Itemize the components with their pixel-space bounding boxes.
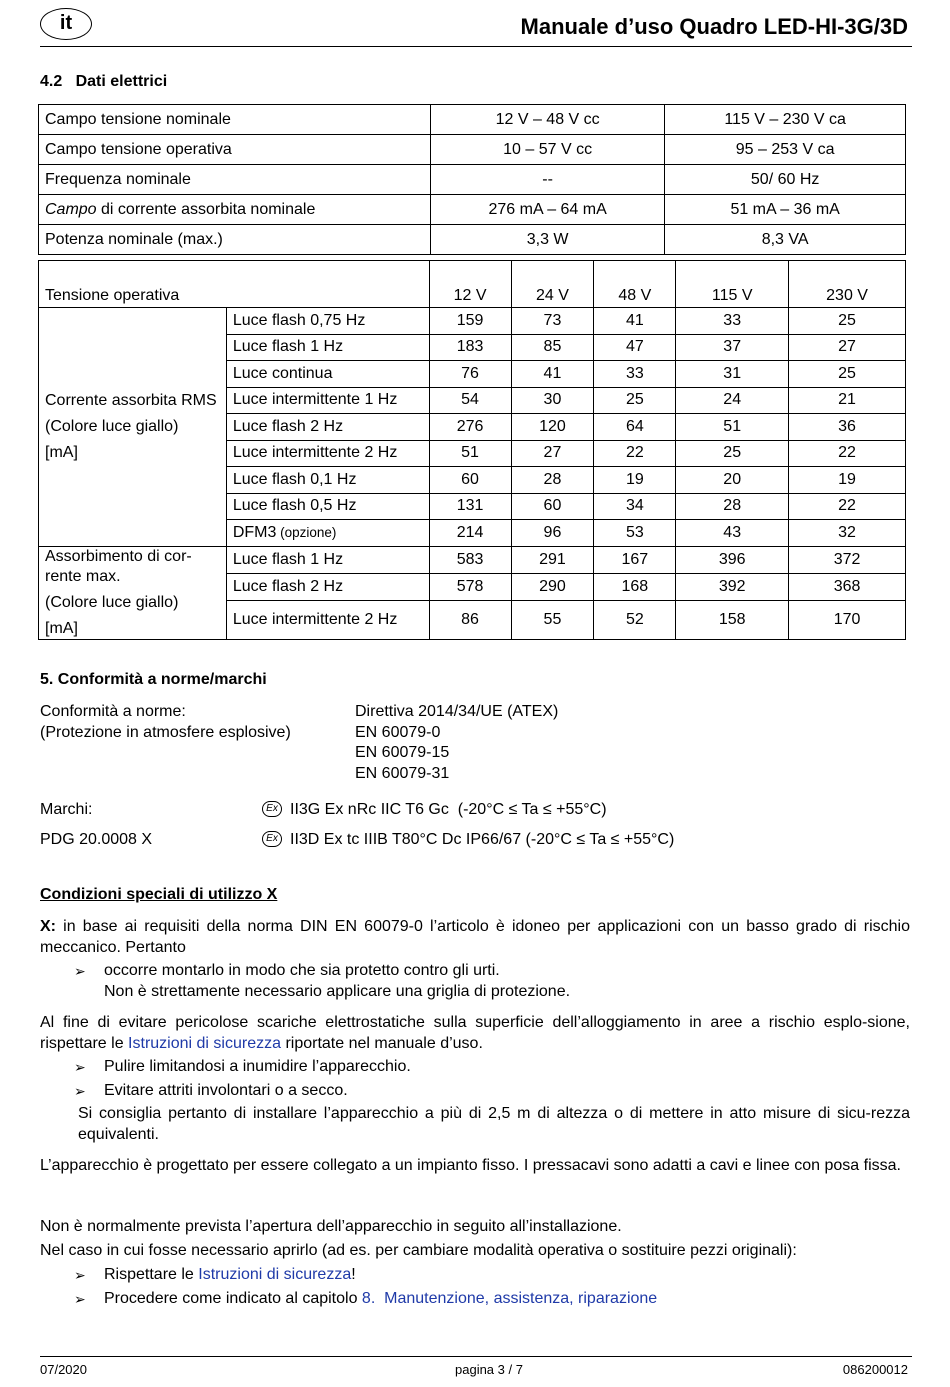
dc-value: 10 – 57 V cc bbox=[431, 135, 665, 165]
current-value: 20 bbox=[676, 467, 789, 494]
voltage-header: 115 V bbox=[676, 261, 789, 308]
current-value: 291 bbox=[511, 546, 594, 573]
current-value: 27 bbox=[511, 440, 594, 467]
current-value: 96 bbox=[511, 520, 594, 547]
arrow-bullet-icon: ➢ bbox=[74, 963, 86, 979]
opening-paragraph: Non è normalmente prevista l’apertura dell’apparecchio in seguito all’installazione. bbox=[40, 1218, 622, 1235]
conformity-label bbox=[40, 702, 291, 743]
bullet-text: Procedere come indicato al capitolo bbox=[104, 1290, 362, 1307]
current-value: 578 bbox=[429, 573, 511, 600]
safety-instructions-link[interactable]: Istruzioni di sicurezza bbox=[128, 1034, 281, 1052]
mode-text: Luce flash 0,1 Hz bbox=[232, 470, 357, 488]
bullet-text: Rispettare le bbox=[104, 1266, 199, 1283]
current-value: 85 bbox=[511, 334, 594, 361]
current-value: 37 bbox=[676, 334, 789, 361]
mode-label bbox=[226, 308, 429, 335]
bullet-icon bbox=[74, 1265, 86, 1287]
current-value: 131 bbox=[429, 493, 511, 520]
group-label-line: (Colore luce giallo) bbox=[45, 417, 179, 435]
group-label-line: (Colore luce giallo) bbox=[45, 593, 179, 611]
parameter-label-text: Campo tensione nominale bbox=[45, 110, 231, 128]
electrical-data-row bbox=[39, 105, 906, 135]
current-value: 19 bbox=[789, 467, 906, 494]
current-value: 396 bbox=[676, 546, 789, 573]
current-value: 86 bbox=[429, 601, 511, 639]
current-value: 76 bbox=[429, 361, 511, 388]
current-value: 392 bbox=[676, 573, 789, 600]
current-value: 54 bbox=[429, 387, 511, 414]
current-value: 583 bbox=[429, 546, 511, 573]
current-value: 19 bbox=[594, 467, 676, 494]
voltage-header: 230 V bbox=[789, 261, 906, 308]
voltage-header: 24 V bbox=[511, 261, 594, 308]
current-value: 55 bbox=[511, 601, 594, 639]
electrical-data-row bbox=[39, 165, 906, 195]
parameter-label bbox=[39, 165, 431, 195]
parameter-label bbox=[39, 105, 431, 135]
bullet-text: occorre montarlo in modo che sia protetto contro gli urti. bbox=[104, 962, 500, 979]
current-value: 27 bbox=[789, 334, 906, 361]
bullet-icon bbox=[74, 961, 86, 983]
mode-label bbox=[226, 467, 429, 494]
current-value: 41 bbox=[511, 361, 594, 388]
current-value: 34 bbox=[594, 493, 676, 520]
current-value: 158 bbox=[676, 601, 789, 639]
bullet-text: Non è strettamente necessario applicare una griglia di protezione. bbox=[104, 982, 571, 1000]
mode-text: Luce intermittente 2 Hz bbox=[232, 444, 398, 462]
parameter-label-text: Potenza nominale (max.) bbox=[45, 230, 223, 248]
current-value: 32 bbox=[789, 520, 906, 547]
current-value: 41 bbox=[594, 308, 676, 335]
group-label-line: [mA] bbox=[45, 443, 78, 461]
consumption-row bbox=[39, 546, 906, 573]
atex-mark-dust-text: II3D Ex tc IIIB T80°C Dc IP66/67 (-20°C ≤ Ta ≤ +55°C) bbox=[290, 831, 675, 848]
current-value: 214 bbox=[429, 520, 511, 547]
footer-divider bbox=[40, 1356, 912, 1357]
current-value: 24 bbox=[676, 387, 789, 414]
ac-value: 51 mA – 36 mA bbox=[665, 195, 906, 225]
mode-label bbox=[226, 361, 429, 388]
mode-label bbox=[226, 440, 429, 467]
mode-text: Luce flash 0,75 Hz bbox=[232, 311, 366, 329]
section-5-title: 5. Conformità a norme/marchi bbox=[40, 671, 267, 688]
electrical-data-row bbox=[39, 135, 906, 165]
bullet-icon bbox=[74, 1081, 86, 1103]
voltage-header: 48 V bbox=[594, 261, 676, 308]
parameter-label bbox=[39, 225, 431, 255]
esd-paragraph bbox=[40, 1013, 910, 1054]
current-value: 168 bbox=[594, 573, 676, 600]
current-consumption-table bbox=[38, 260, 906, 640]
x-marker: X: bbox=[40, 918, 56, 935]
current-value: 60 bbox=[429, 467, 511, 494]
current-value: 25 bbox=[594, 387, 676, 414]
dc-value: 12 V – 48 V cc bbox=[431, 105, 665, 135]
voltage-header: 12 V bbox=[429, 261, 511, 308]
bullet-item bbox=[104, 1265, 356, 1286]
esd-text: Al fine di evitare pericolose scariche elettrostatiche sulla superficie dell’alloggiamento in aree a rischio esplo-sione, rispettare le bbox=[40, 1014, 910, 1052]
esd-text-end: riportate nel manuale d’uso. bbox=[281, 1034, 483, 1052]
dc-value: 3,3 W bbox=[431, 225, 665, 255]
mode-text: Luce flash 0,5 Hz bbox=[232, 497, 357, 515]
ex-icon: Ex bbox=[262, 831, 282, 847]
mode-label bbox=[226, 387, 429, 414]
ac-value: 8,3 VA bbox=[665, 225, 906, 255]
current-value: 60 bbox=[511, 493, 594, 520]
group-label bbox=[39, 546, 227, 639]
conformity-value: Direttiva 2014/34/UE (ATEX) bbox=[355, 703, 559, 720]
atex-mark-gas bbox=[262, 800, 607, 821]
current-value: 22 bbox=[789, 493, 906, 520]
conformity-value: EN 60079-31 bbox=[355, 764, 450, 782]
section-4-2-title: 4.2 Dati elettrici bbox=[40, 73, 168, 90]
current-value: 183 bbox=[429, 334, 511, 361]
header-divider bbox=[40, 46, 912, 47]
current-value: 372 bbox=[789, 546, 906, 573]
parameter-label bbox=[39, 195, 431, 225]
footer-date: 07/2020 bbox=[40, 1362, 87, 1377]
electrical-data-row bbox=[39, 195, 906, 225]
bullet-text: Pulire limitandosi a inumidire l’apparecchio. bbox=[104, 1058, 411, 1075]
parameter-label bbox=[39, 135, 431, 165]
current-value: 73 bbox=[511, 308, 594, 335]
ac-value: 95 – 253 V ca bbox=[665, 135, 906, 165]
opening-condition: Nel caso in cui fosse necessario aprirlo (ad es. per cambiare modalità operativa o sostituire pezzi originali): bbox=[40, 1242, 797, 1259]
conformity-label-line: Conformità a norme: bbox=[40, 703, 186, 720]
current-value: 21 bbox=[789, 387, 906, 414]
mode-label bbox=[226, 334, 429, 361]
mode-text: Luce continua bbox=[232, 364, 333, 382]
current-value: 159 bbox=[429, 308, 511, 335]
mode-label bbox=[226, 493, 429, 520]
current-value: 30 bbox=[511, 387, 594, 414]
mode-label bbox=[226, 520, 429, 547]
electrical-data-table bbox=[38, 104, 906, 255]
mode-text: Luce flash 2 Hz bbox=[232, 578, 344, 596]
current-value: 33 bbox=[594, 361, 676, 388]
x-paragraph bbox=[40, 917, 910, 958]
dc-value: 276 mA – 64 mA bbox=[431, 195, 665, 225]
current-value: 28 bbox=[676, 493, 789, 520]
group-label-line: Corrente assorbita RMS bbox=[45, 391, 217, 409]
arrow-bullet-icon: ➢ bbox=[74, 1083, 86, 1099]
mode-option: (opzione) bbox=[276, 524, 337, 540]
document-title: Manuale d’uso Quadro LED-HI-3G/3D bbox=[520, 14, 908, 39]
current-value: 51 bbox=[429, 440, 511, 467]
group-label-line: [mA] bbox=[45, 619, 78, 637]
voltage-header-row bbox=[39, 261, 906, 308]
footer-page-number: pagina 3 / 7 bbox=[455, 1362, 523, 1377]
height-recommendation: Si consiglia pertanto di installare l’apparecchio a più di 2,5 m di altezza o di mettere in atto misure di sicu-rezza equivalenti. bbox=[78, 1105, 910, 1143]
mode-text: Luce intermittente 1 Hz bbox=[232, 391, 398, 409]
operating-voltage-label: Tensione operativa bbox=[39, 261, 430, 308]
mode-text: DFM3 bbox=[232, 523, 277, 541]
mode-text: Luce intermittente 2 Hz bbox=[232, 610, 398, 628]
current-value: 43 bbox=[676, 520, 789, 547]
ex-icon: Ex bbox=[262, 801, 282, 817]
current-value: 120 bbox=[511, 414, 594, 441]
bullet-text-end: ! bbox=[351, 1266, 356, 1283]
mode-text: Luce flash 1 Hz bbox=[232, 338, 344, 356]
atex-mark-dust bbox=[262, 830, 674, 851]
current-value: 36 bbox=[789, 414, 906, 441]
current-value: 170 bbox=[789, 601, 906, 639]
arrow-bullet-icon: ➢ bbox=[74, 1059, 86, 1075]
group-label-line: Assorbimento di cor-rente max. bbox=[45, 547, 192, 585]
current-value: 276 bbox=[429, 414, 511, 441]
current-value: 64 bbox=[594, 414, 676, 441]
current-value: 33 bbox=[676, 308, 789, 335]
mode-text: Luce flash 1 Hz bbox=[232, 550, 344, 568]
fixed-installation-paragraph: L’apparecchio è progettato per essere collegato a un impianto fisso. I pressacavi sono adatti a cavi e linee con posa fissa. bbox=[40, 1157, 901, 1174]
parameter-label-text: Frequenza nominale bbox=[45, 170, 191, 188]
bullet-icon bbox=[74, 1289, 86, 1311]
current-value: 22 bbox=[594, 440, 676, 467]
ac-value: 50/ 60 Hz bbox=[665, 165, 906, 195]
pdg-label: PDG 20.0008 X bbox=[40, 831, 153, 848]
current-value: 31 bbox=[676, 361, 789, 388]
bullet-item bbox=[104, 1289, 657, 1310]
current-value: 167 bbox=[594, 546, 676, 573]
electrical-data-row bbox=[39, 225, 906, 255]
arrow-bullet-icon: ➢ bbox=[74, 1267, 86, 1283]
group-label bbox=[39, 308, 227, 547]
mode-label bbox=[226, 546, 429, 573]
current-value: 25 bbox=[789, 308, 906, 335]
current-value: 290 bbox=[511, 573, 594, 600]
current-value: 52 bbox=[594, 601, 676, 639]
conformity-values bbox=[355, 702, 558, 784]
language-badge: it bbox=[40, 8, 92, 40]
parameter-label-italic: Campo bbox=[45, 200, 97, 218]
bullet-item bbox=[104, 961, 570, 1002]
maintenance-chapter-link[interactable]: 8. Manutenzione, assistenza, riparazione bbox=[361, 1290, 658, 1307]
x-paragraph-text: in base ai requisiti della norma DIN EN 60079-0 l’articolo è idoneo per applicazioni con un basso grado di rischio meccanico. Pertanto bbox=[40, 918, 910, 956]
mode-label bbox=[226, 573, 429, 600]
conformity-value: EN 60079-15 bbox=[355, 744, 450, 761]
parameter-label-text: di corrente assorbita nominale bbox=[96, 200, 316, 218]
ac-value: 115 V – 230 V ca bbox=[665, 105, 906, 135]
current-value: 28 bbox=[511, 467, 594, 494]
bullet-text: Evitare attriti involontari o a secco. bbox=[104, 1082, 348, 1099]
safety-instructions-link[interactable]: Istruzioni di sicurezza bbox=[198, 1266, 352, 1283]
conformity-value: EN 60079-0 bbox=[355, 723, 441, 741]
current-value: 25 bbox=[789, 361, 906, 388]
consumption-row bbox=[39, 308, 906, 335]
current-value: 368 bbox=[789, 573, 906, 600]
current-value: 22 bbox=[789, 440, 906, 467]
footer-document-code: 086200012 bbox=[842, 1362, 908, 1377]
arrow-bullet-icon: ➢ bbox=[74, 1291, 86, 1307]
dc-value: -- bbox=[431, 165, 665, 195]
marks-label: Marchi: bbox=[40, 801, 93, 818]
conformity-label-line: (Protezione in atmosfere esplosive) bbox=[40, 723, 291, 741]
current-value: 47 bbox=[594, 334, 676, 361]
mode-label bbox=[226, 601, 429, 639]
mode-label bbox=[226, 414, 429, 441]
special-conditions-heading: Condizioni speciali di utilizzo X bbox=[40, 886, 278, 903]
atex-mark-gas-text: II3G Ex nRc IIC T6 Gc (-20°C ≤ Ta ≤ +55°C) bbox=[290, 801, 607, 818]
bullet-icon bbox=[74, 1057, 86, 1079]
mode-text: Luce flash 2 Hz bbox=[232, 417, 344, 435]
current-value: 53 bbox=[594, 520, 676, 547]
current-value: 25 bbox=[676, 440, 789, 467]
current-value: 51 bbox=[676, 414, 789, 441]
parameter-label-text: Campo tensione operativa bbox=[45, 140, 232, 158]
